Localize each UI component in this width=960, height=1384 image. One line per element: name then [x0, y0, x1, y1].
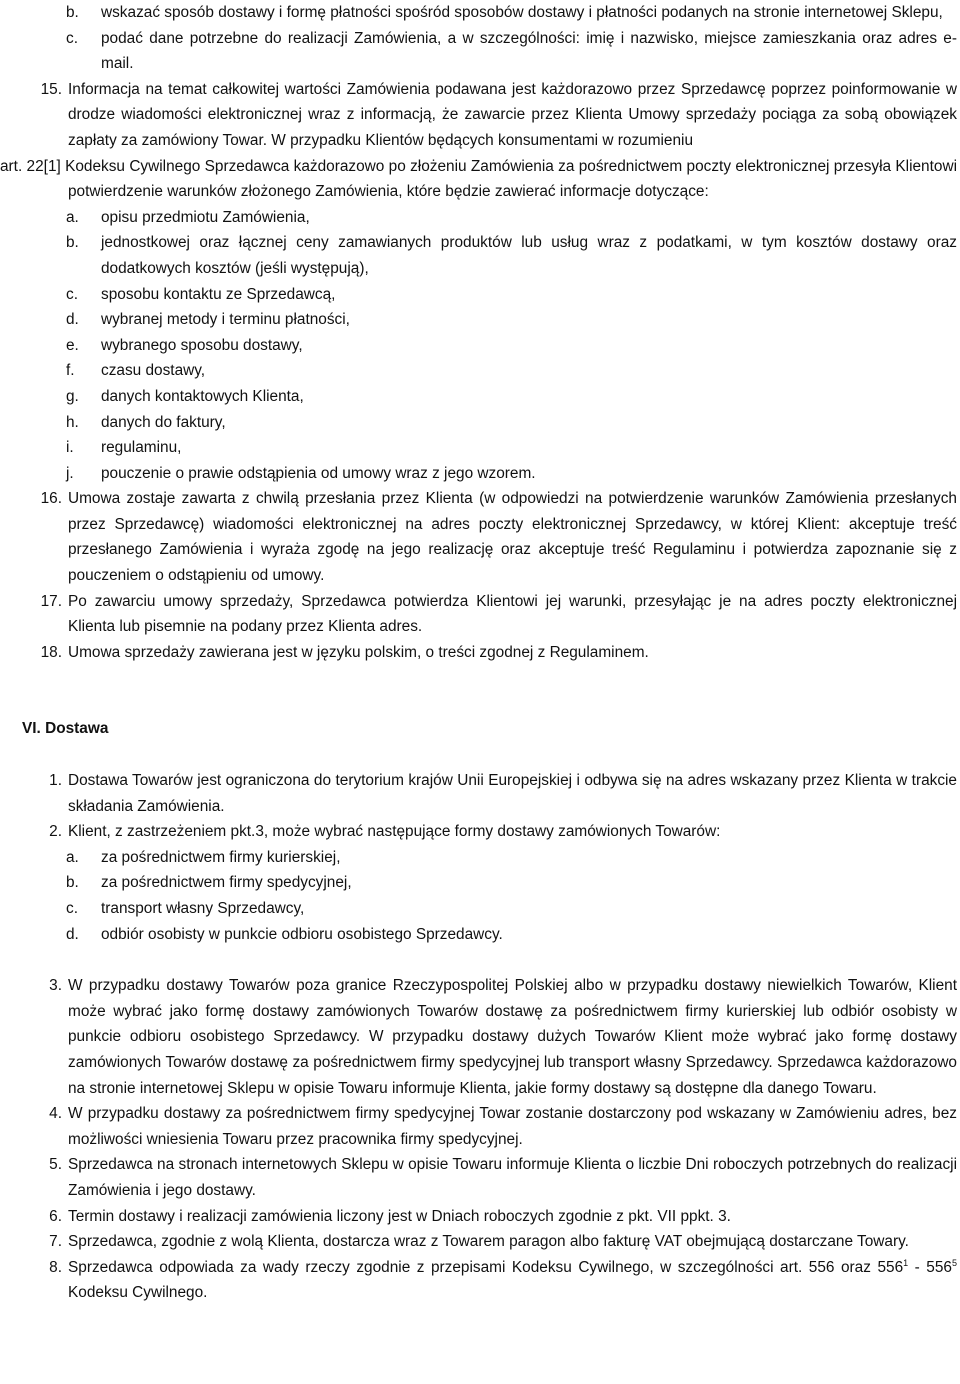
point-number: 3.	[49, 977, 62, 995]
list-marker: b.	[66, 4, 79, 21]
point-text: Dostawa Towarów jest ograniczona do terytorium krajów Unii Europejskiej i odbywa się na adres wskazany przez Klienta w trakcie składania Zamówienia.	[68, 772, 957, 815]
point-text: Sprzedawca odpowiada za wady rzeczy zgodnie z przepisami Kodeksu Cywilnego, w szczególności art. 556 oraz 556	[68, 1258, 904, 1276]
list-marker: c.	[66, 285, 78, 303]
point-text: Po zawarciu umowy sprzedaży, Sprzedawca potwierdza Klientowi jej warunki, przesyłając je na adres poczty elektronicznej Klienta lub pisemnie na podany przez Klienta adres.	[68, 592, 957, 636]
point-text: - 556	[908, 1258, 952, 1276]
heading-spacer	[0, 742, 960, 768]
list-marker: f.	[66, 362, 75, 380]
list-item-text: za pośrednictwem firmy kurierskiej,	[101, 848, 341, 866]
list-item	[0, 0, 960, 26]
list-spacer	[0, 947, 960, 973]
list-marker: j.	[66, 464, 74, 482]
list-item-text: danych kontaktowych Klienta,	[101, 387, 304, 405]
point-text: Umowa sprzedaży zawierana jest w języku polskim, o treści zgodnej z Regulaminem.	[68, 643, 649, 661]
list-item	[0, 26, 960, 77]
list-marker: a.	[66, 848, 79, 866]
section-point-6	[0, 1204, 960, 1230]
list-marker: g.	[66, 387, 79, 405]
list-item-text: wybranego sposobu dostawy,	[101, 336, 303, 354]
point-number: 15.	[40, 80, 62, 98]
point-text: W przypadku dostawy Towarów poza granice Rzeczypospolitej Polskiej albo w przypadku dostawy niewielkich Towarów, Klient może wybrać jako formę dostawy zamówionych Towarów dostawę za pośrednictwem firmy kurierskiej lub odbiór osobisty w punkcie odbioru osobistego Sprzedawcy. W przypadku dostawy dużych Towarów Klient może wybrać jako formę dostawy zamówionych Towarów dostawę za pośrednictwem firmy spedycyjnej lub transport własny Sprzedawcy. Sprzedawca każdorazowo na stronie internetowej Sklepu w opisie Towaru informuje Klienta, jakie formy dostawy są dostępne dla danego Towaru.	[68, 977, 957, 1097]
list-item-text: jednostkowej oraz łącznej ceny zamawianych produktów lub usług wraz z podatkami, w tym kosztów dostawy oraz dodatkowych kosztów (jeśli występują),	[101, 234, 957, 277]
point-17	[0, 589, 960, 640]
list-item-text: podać dane potrzebne do realizacji Zamówienia, a w szczególności: imię i nazwisko, miejsce zamieszkania oraz adres e-mail.	[101, 29, 957, 73]
list-marker: i.	[66, 439, 74, 457]
section-spacer	[0, 665, 960, 716]
point-number: 1.	[49, 772, 62, 790]
list-item-text: opisu przedmiotu Zamówienia,	[101, 208, 310, 226]
list-item-text: wybranej metody i terminu płatności,	[101, 311, 350, 329]
list-item	[0, 870, 960, 896]
point-text: Sprzedawca, zgodnie z wolą Klienta, dostarcza wraz z Towarem paragon albo fakturę VAT obejmującą dostarczane Towary.	[68, 1233, 909, 1251]
list-item	[0, 896, 960, 922]
point-number: 6.	[49, 1207, 62, 1225]
section-point-7	[0, 1229, 960, 1255]
list-item-text: czasu dostawy,	[101, 362, 206, 380]
list-item	[0, 205, 960, 231]
list-marker: a.	[66, 208, 79, 226]
section-point-2	[0, 819, 960, 845]
list-marker: h.	[66, 413, 79, 431]
point-18	[0, 640, 960, 666]
list-item-text: sposobu kontaktu ze Sprzedawcą,	[101, 285, 336, 303]
list-marker: b.	[66, 234, 79, 252]
list-item	[0, 384, 960, 410]
list-item-text: regulaminu,	[101, 439, 182, 457]
section-heading: VI. Dostawa	[22, 720, 109, 738]
list-item	[0, 230, 960, 281]
point-text: Informacja na temat całkowitej wartości Zamówienia podawana jest każdorazowo przez Sprzedawcę poprzez poinformowanie w drodze wiadomości elektronicznej wraz z informacją, że zawarcie przez Klienta Umowy sprzedaży pociąga za sobą obowiązek zapłaty za zamówiony Towar. W przypadku Klientów będących konsumentami w rozumieniu	[68, 80, 957, 149]
point-number: 7.	[49, 1233, 62, 1251]
point-text: Sprzedawca na stronach internetowych Sklepu w opisie Towaru informuje Klienta o liczbie Dni roboczych potrzebnych do realizacji Zamówienia i jego dostawy.	[68, 1156, 957, 1199]
list-marker: d.	[66, 311, 79, 329]
point-continuation-text: art. 22[1] Kodeksu Cywilnego Sprzedawca każdorazowo po złożeniu Zamówienia za pośrednictwem poczty elektronicznej przesyła Klientowi potwierdzenie warunków złożonego Zamówienia, które będzie zawierać informacje dotyczące:	[0, 157, 957, 201]
list-item	[0, 307, 960, 333]
point-text: Kodeksu Cywilnego.	[68, 1284, 208, 1302]
point-15	[0, 77, 960, 154]
list-item-text: transport własny Sprzedawcy,	[101, 900, 305, 917]
point-number: 2.	[49, 823, 62, 841]
list-item	[0, 435, 960, 461]
list-item	[0, 461, 960, 487]
list-marker: b.	[66, 874, 79, 892]
point-16	[0, 486, 960, 588]
list-item	[0, 845, 960, 871]
list-marker: e.	[66, 336, 79, 354]
list-item-text: za pośrednictwem firmy spedycyjnej,	[101, 874, 352, 892]
list-item-text: wskazać sposób dostawy i formę płatności spośród sposobów dostawy i płatności podanych na stronie internetowej Sklepu,	[101, 4, 943, 21]
superscript: 1	[903, 1257, 909, 1268]
point-text: Umowa zostaje zawarta z chwilą przesłania przez Klienta (w odpowiedzi na potwierdzenie warunków Zamówienia przesłanych przez Sprzedawcę) wiadomości elektronicznej na adres poczty elektronicznej Sprzedawcy, w której Klient: akceptuje treść przesłanego Zamówienia i wyraża zgodę na jego realizację oraz akceptuje treść Regulaminu i potwierdza zapoznanie się z pouczeniem o odstąpieniu od umowy.	[68, 490, 957, 585]
list-item	[0, 358, 960, 384]
list-item	[0, 333, 960, 359]
point-15-continuation	[0, 154, 960, 205]
section-point-3	[0, 973, 960, 1101]
point-number: 17.	[40, 592, 62, 610]
section-point-8	[0, 1255, 960, 1306]
point-text: Klient, z zastrzeżeniem pkt.3, może wybrać następujące formy dostawy zamówionych Towarów:	[68, 823, 721, 841]
list-marker: c.	[66, 900, 78, 917]
point-text: W przypadku dostawy za pośrednictwem firmy spedycyjnej Towar zostanie dostarczony pod wskazany w Zamówieniu adres, bez możliwości wniesienia Towaru przez pracownika firmy spedycyjnej.	[68, 1105, 957, 1148]
list-marker: d.	[66, 925, 79, 943]
list-item	[0, 922, 960, 948]
list-item-text: pouczenie o prawie odstąpienia od umowy wraz z jego wzorem.	[101, 464, 536, 482]
point-text: Termin dostawy i realizacji zamówienia liczony jest w Dniach roboczych zgodnie z pkt. VII ppkt. 3.	[68, 1207, 731, 1225]
list-item-text: odbiór osobisty w punkcie odbioru osobistego Sprzedawcy.	[101, 925, 503, 943]
point-number: 5.	[49, 1156, 62, 1174]
section-point-1	[0, 768, 960, 819]
point-number: 18.	[40, 643, 62, 661]
list-item	[0, 410, 960, 436]
section-point-4	[0, 1101, 960, 1152]
superscript: 5	[952, 1257, 958, 1268]
point-number: 8.	[49, 1258, 62, 1276]
section-point-5	[0, 1152, 960, 1203]
list-item-text: danych do faktury,	[101, 413, 226, 431]
list-marker: c.	[66, 29, 78, 47]
list-item	[0, 282, 960, 308]
point-number: 16.	[40, 490, 62, 508]
point-number: 4.	[49, 1105, 62, 1123]
